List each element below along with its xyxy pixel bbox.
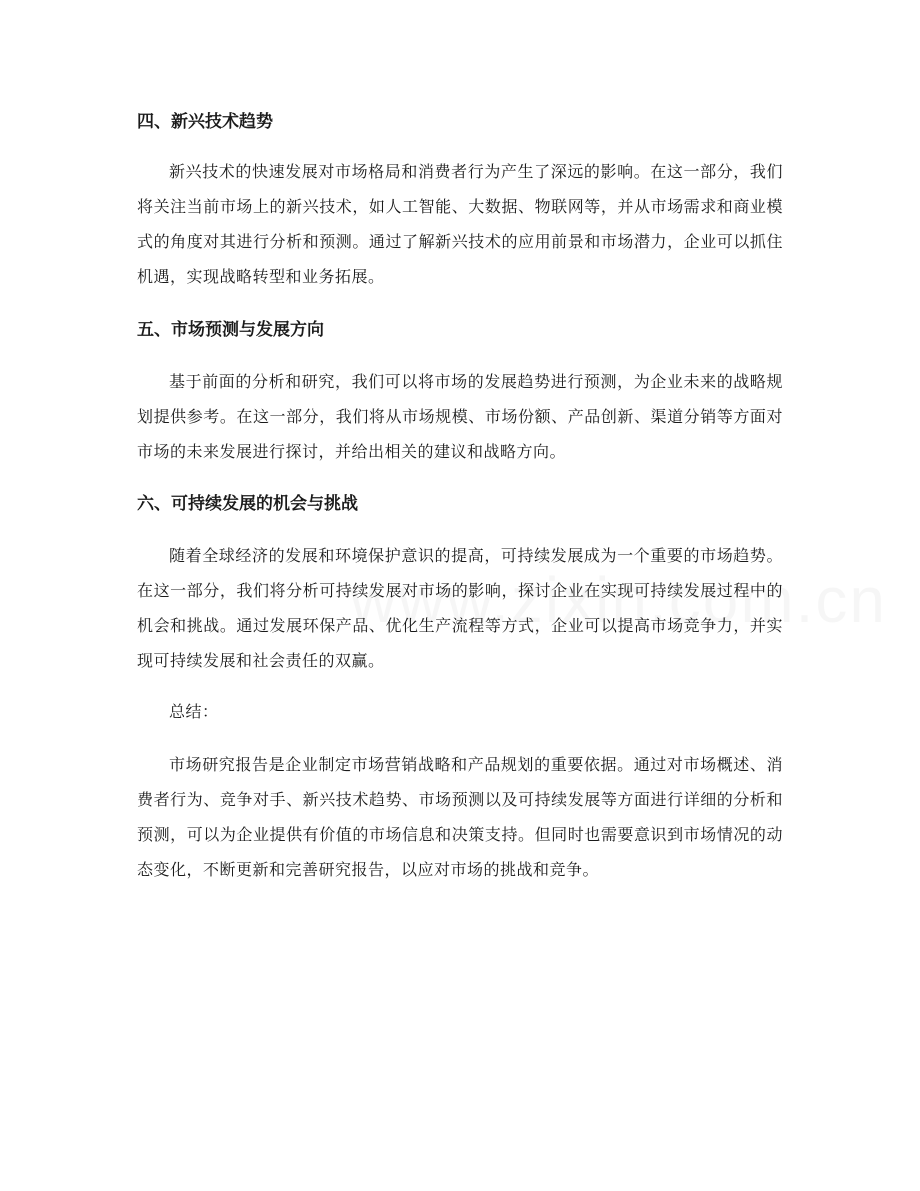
summary-label: 总结： (169, 702, 219, 721)
section-body-market-forecast: 基于前面的分析和研究，我们可以将市场的发展趋势进行预测，为企业未来的战略规划提供参考。在这一部分，我们将从市场规模、市场份额、产品创新、渠道分销等方面对市场的未来发展进行探讨，并给出相关的建议和战略方向。 (137, 372, 783, 461)
section-heading-emerging-tech: 四、新兴技术趋势 (137, 112, 273, 132)
section-body-sustainability: 随着全球经济的发展和环境保护意识的提高，可持续发展成为一个重要的市场趋势。在这一部分，我们将分析可持续发展对市场的影响，探讨企业在实现可持续发展过程中的机会和挑战。通过发展环保产品、优化生产流程等方式，企业可以提高市场竞争力，并实现可持续发展和社会责任的双赢。 (137, 546, 783, 670)
summary-body: 市场研究报告是企业制定市场营销战略和产品规划的重要依据。通过对市场概述、消费者行为、竞争对手、新兴技术趋势、市场预测以及可持续发展等方面进行详细的分析和预测，可以为企业提供有价值的市场信息和决策支持。但同时也需要意识到市场情况的动态变化，不断更新和完善研究报告，以应对市场的挑战和竞争。 (137, 755, 783, 879)
section-heading-market-forecast: 五、市场预测与发展方向 (137, 320, 324, 340)
section-body-emerging-tech: 新兴技术的快速发展对市场格局和消费者行为产生了深远的影响。在这一部分，我们将关注当前市场上的新兴技术，如人工智能、大数据、物联网等，并从市场需求和商业模式的角度对其进行分析和预测。通过了解新兴技术的应用前景和市场潜力，企业可以抓住机遇，实现战略转型和业务拓展。 (137, 162, 783, 286)
section-heading-sustainability: 六、可持续发展的机会与挑战 (137, 494, 358, 514)
